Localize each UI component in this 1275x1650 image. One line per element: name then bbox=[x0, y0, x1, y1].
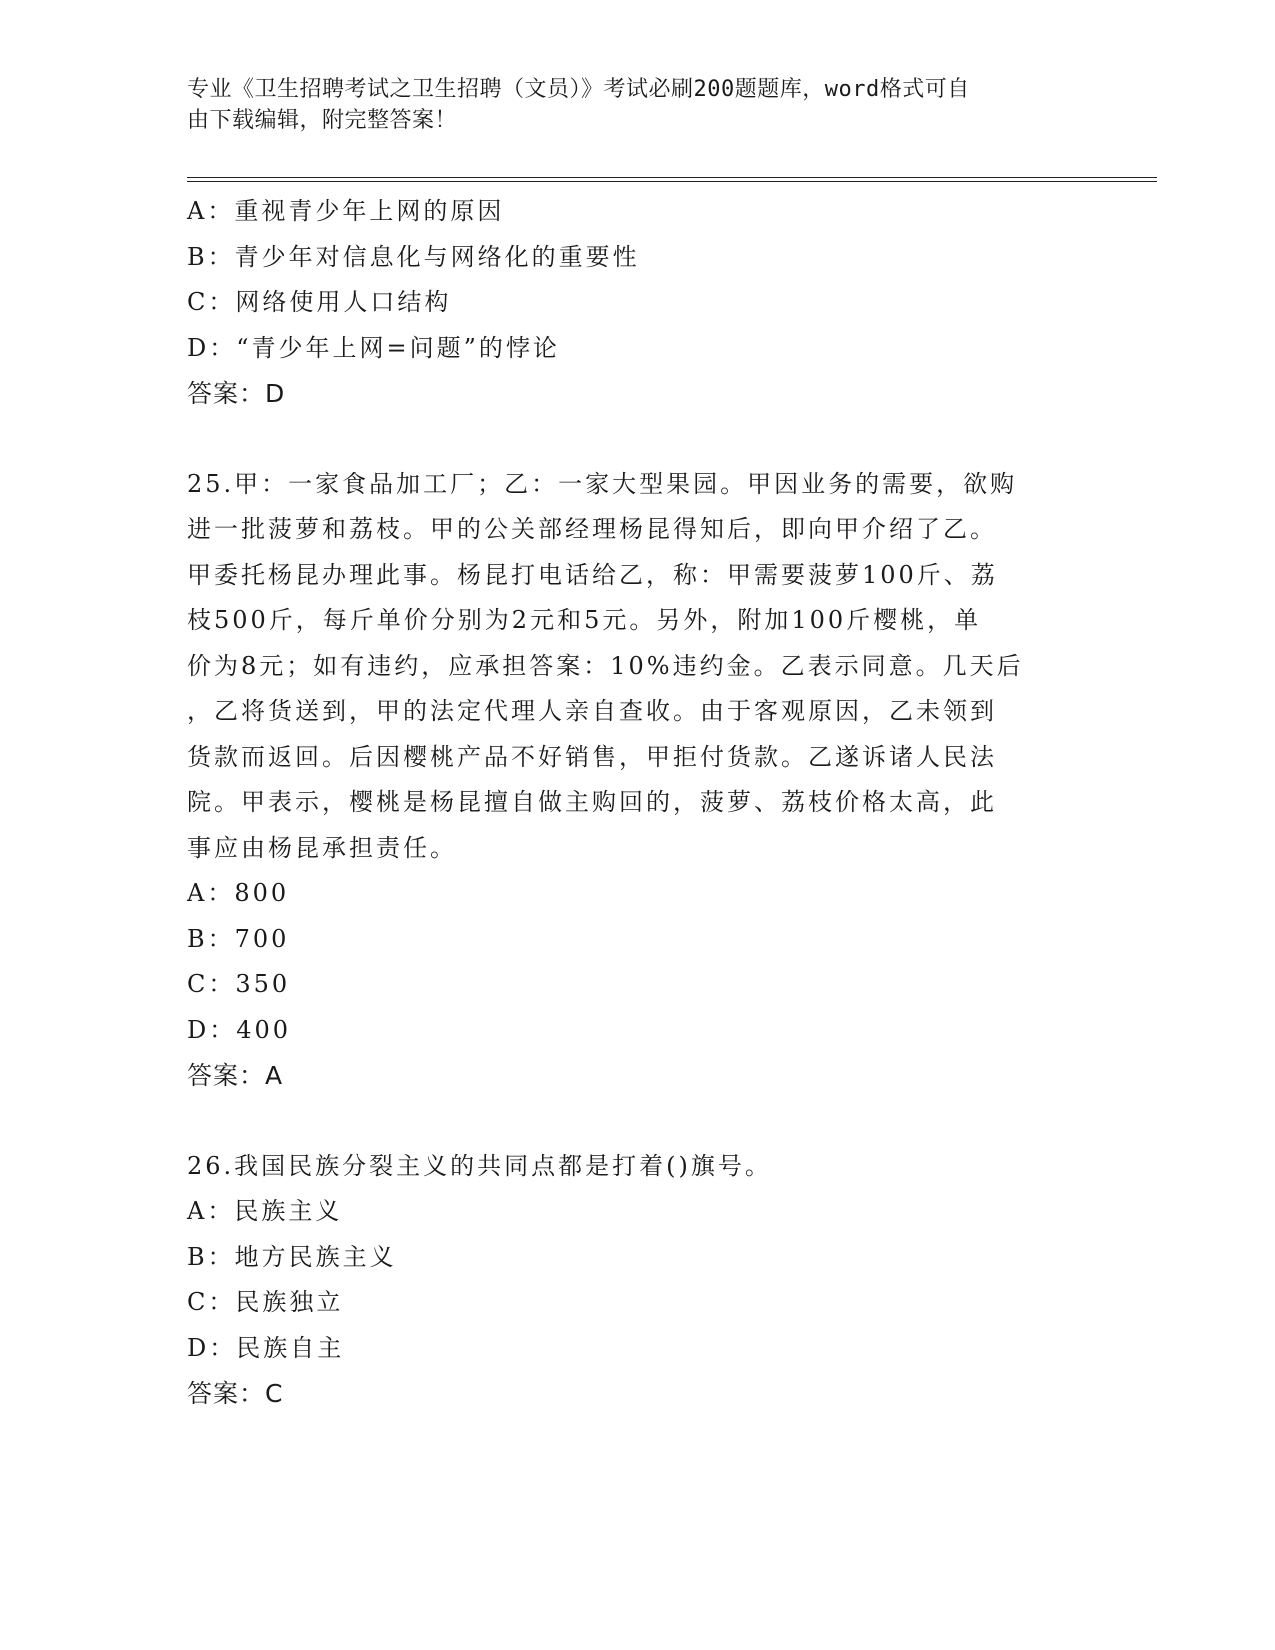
answer: 答案：C bbox=[187, 1379, 284, 1408]
question-26-stem: 26.我国民族分裂主义的共同点都是打着()旗号。 bbox=[187, 1151, 772, 1180]
question-25-block bbox=[187, 462, 1087, 1099]
option-b: B：青少年对信息化与网络化的重要性 bbox=[187, 242, 640, 271]
stem-line: 事应由杨昆承担责任。 bbox=[187, 833, 457, 862]
stem-line: 进一批菠萝和荔枝。甲的公关部经理杨昆得知后，即向甲介绍了乙。 bbox=[187, 515, 997, 543]
document-header bbox=[187, 74, 1077, 136]
option-d: D：“青少年上网=问题”的悖论 bbox=[187, 333, 560, 362]
document-body bbox=[187, 189, 1087, 1417]
answer: 答案：D bbox=[187, 379, 286, 408]
option-a: A：重视青少年上网的原因 bbox=[187, 197, 505, 225]
question-25-stem bbox=[187, 462, 1067, 872]
question-26-block bbox=[187, 1144, 1087, 1417]
option-c: C：网络使用人口结构 bbox=[187, 288, 452, 316]
option-d: D：民族自主 bbox=[187, 1333, 345, 1362]
question-24-block bbox=[187, 189, 1087, 417]
spacer bbox=[187, 417, 1087, 462]
option-d: D：400 bbox=[187, 1015, 292, 1044]
stem-line: 院。甲表示，樱桃是杨昆擅自做主购回的，菠萝、荔枝价格太高，此 bbox=[187, 788, 997, 816]
stem-line: ，乙将货送到，甲的法定代理人亲自查收。由于客观原因，乙未领到 bbox=[187, 697, 997, 725]
stem-line: 枝500斤，每斤单价分别为2元和5元。另外，附加100斤樱桃，单 bbox=[187, 606, 982, 634]
option-b: B：700 bbox=[187, 924, 290, 953]
stem-line: 价为8元；如有违约，应承担答案：10%违约金。乙表示同意。几天后 bbox=[187, 651, 1024, 680]
option-a: A：民族主义 bbox=[187, 1197, 343, 1225]
option-b: B：地方民族主义 bbox=[187, 1242, 397, 1271]
option-a: A：800 bbox=[187, 879, 290, 907]
answer: 答案：A bbox=[187, 1061, 284, 1090]
option-c: C：民族独立 bbox=[187, 1288, 344, 1316]
stem-line: 甲委托杨昆办理此事。杨昆打电话给乙，称：甲需要菠萝100斤、荔 bbox=[187, 560, 998, 589]
stem-line: 货款而返回。后因樱桃产品不好销售，甲拒付货款。乙遂诉诸人民法 bbox=[187, 742, 997, 771]
option-c: C：350 bbox=[187, 970, 291, 998]
stem-line: 25.甲：一家食品加工厂；乙：一家大型果园。甲因业务的需要，欲购 bbox=[187, 469, 1018, 498]
header-line-2: 由下载编辑，附完整答案！ bbox=[187, 108, 458, 133]
header-line-1: 专业《卫生招聘考试之卫生招聘（文员）》考试必刷200题题库，word格式可自 bbox=[187, 77, 970, 102]
header-divider bbox=[187, 177, 1157, 182]
spacer bbox=[187, 1099, 1087, 1144]
